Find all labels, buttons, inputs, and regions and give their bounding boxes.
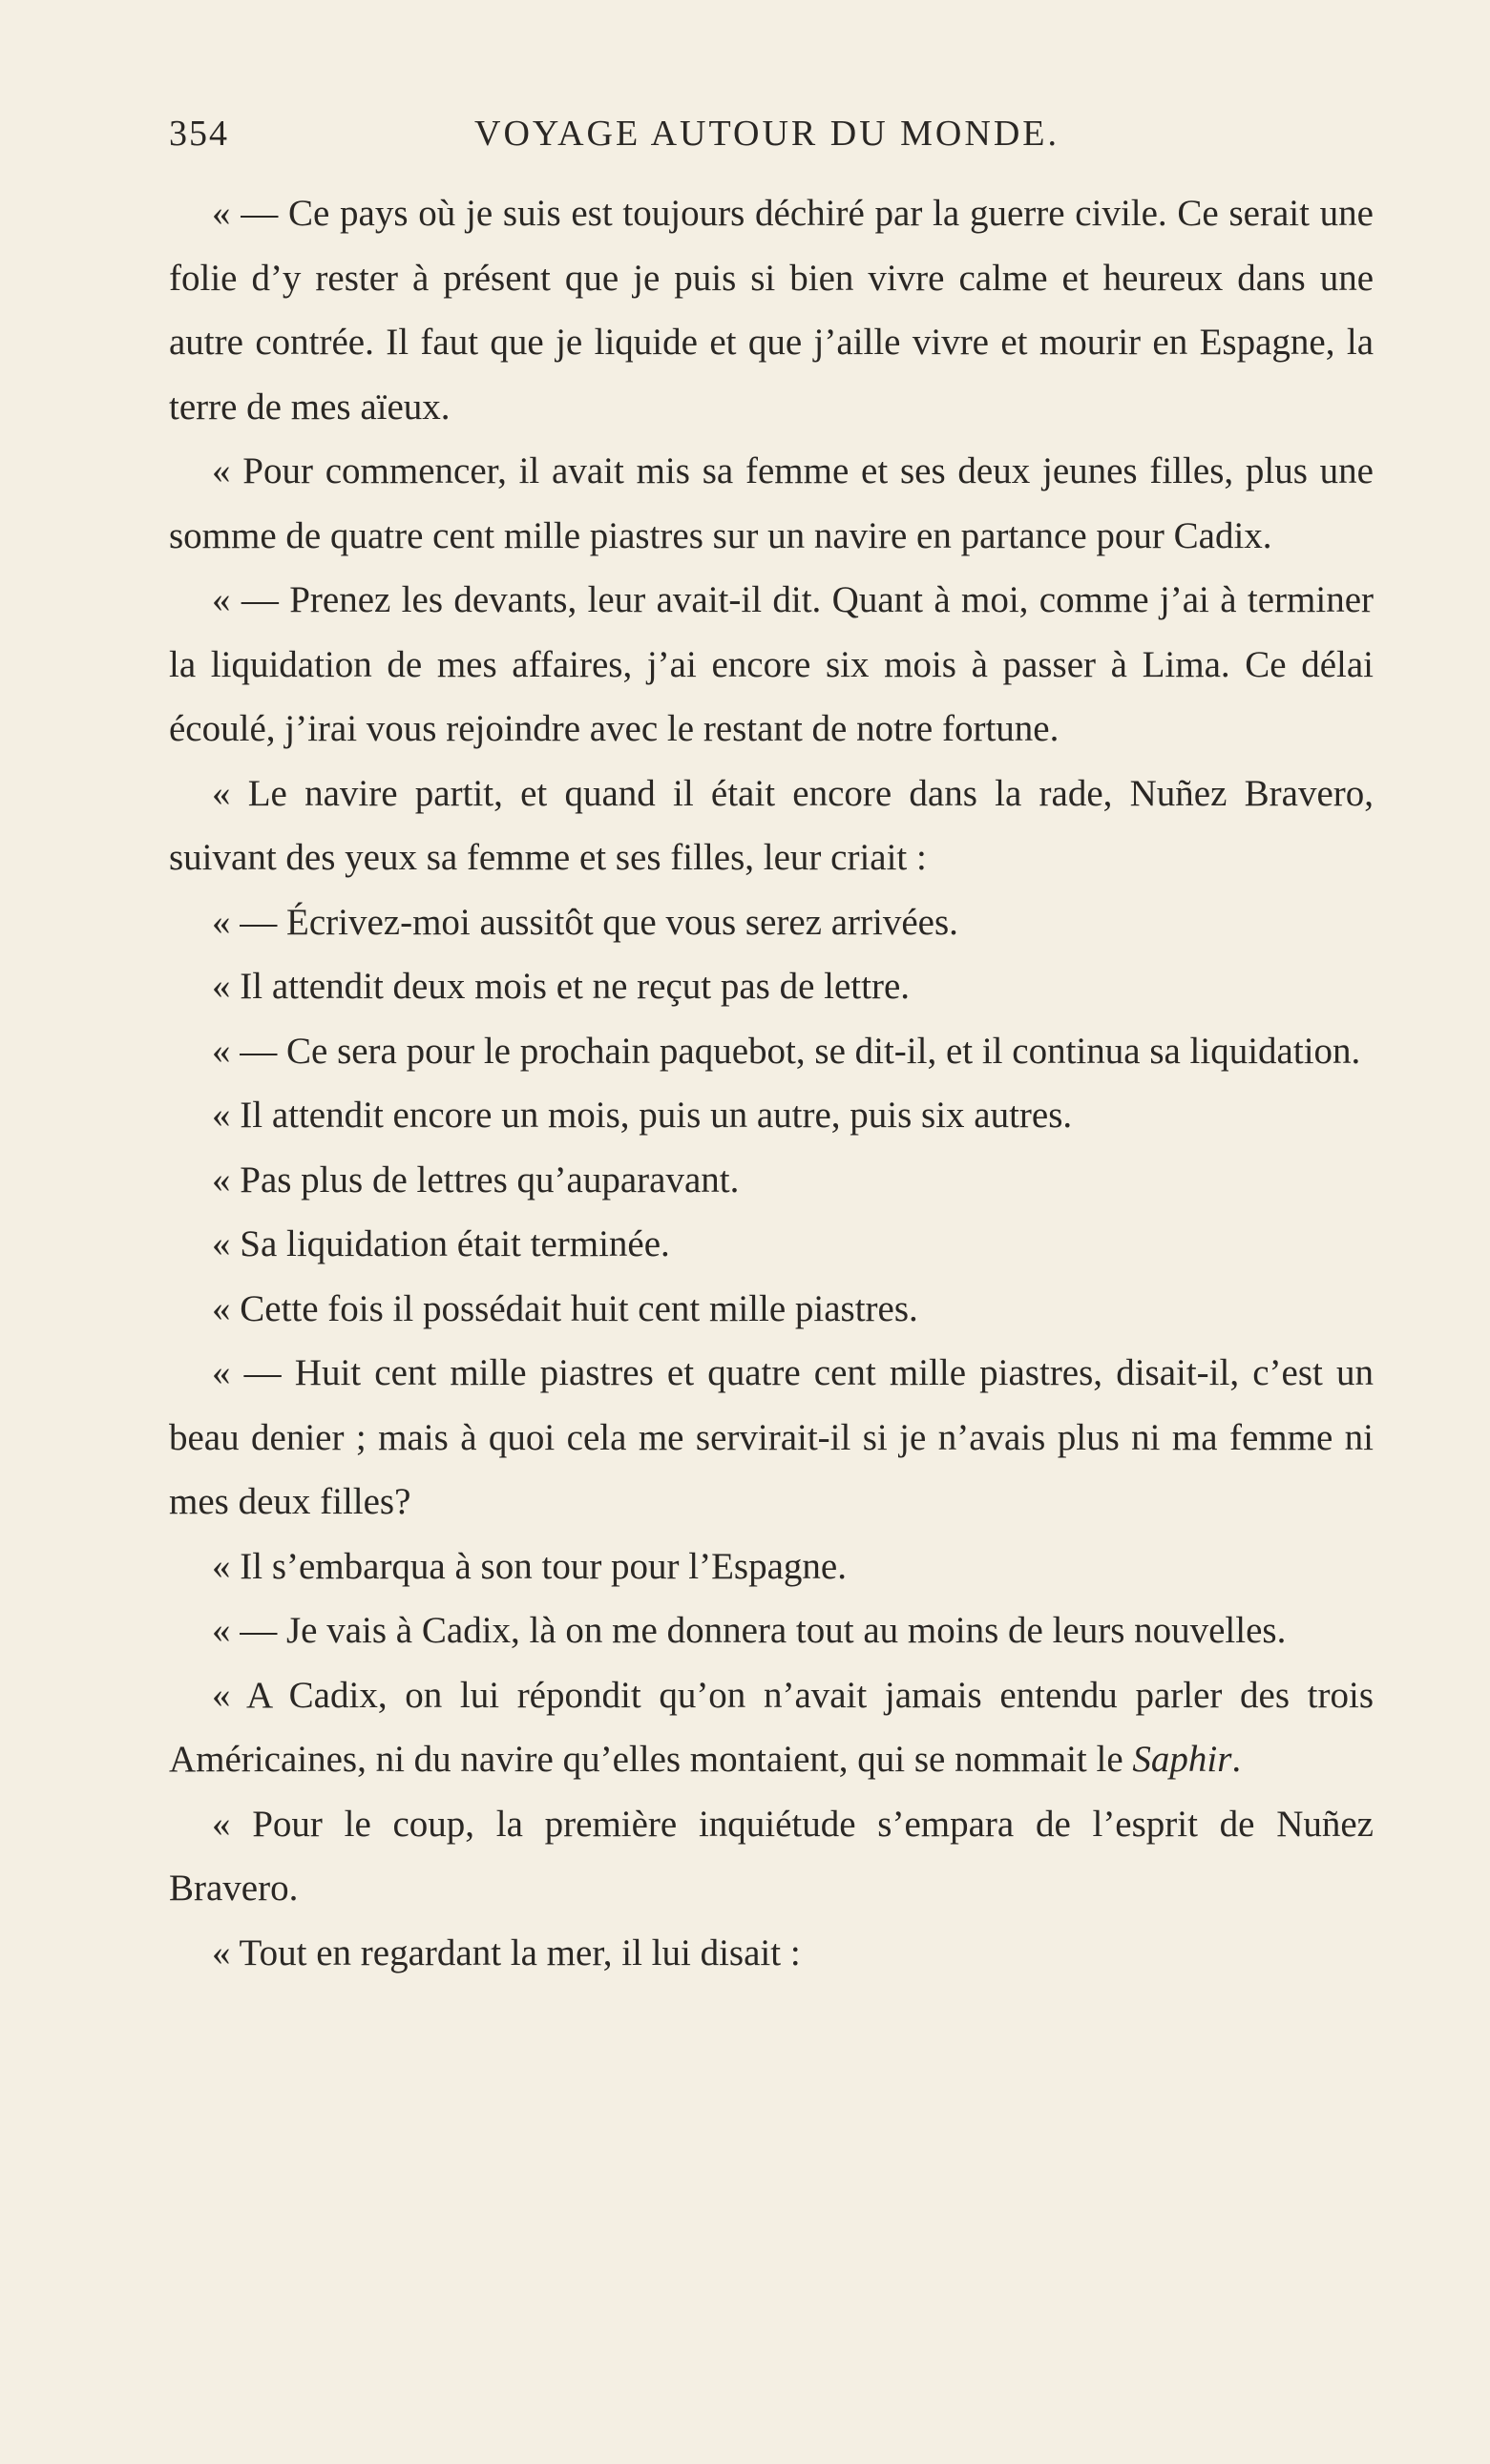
paragraph: « — Prenez les devants, leur avait-il dit. Quant à moi, comme j’ai à terminer la liquidation de mes affaires, j’ai encore six mois à passer à Lima. Ce délai écoulé, j’irai vous rejoindre avec le restant de notre fortune. <box>169 579 1374 749</box>
paragraph: « Tout en regardant la mer, il lui disait : <box>212 1932 801 1973</box>
running-title: VOYAGE AUTOUR DU MONDE. <box>474 114 1060 154</box>
paragraph: « Il s’embarqua à son tour pour l’Espagne. <box>212 1545 847 1587</box>
paragraph: « Il attendit encore un mois, puis un autre, puis six autres. <box>212 1095 1073 1136</box>
paragraph: « Cette fois il possédait huit cent mille piastres. <box>212 1287 918 1329</box>
paragraph: « Pas plus de lettres qu’auparavant. <box>212 1159 740 1201</box>
paragraph-text: . <box>1231 1739 1242 1780</box>
paragraph: « — Ce sera pour le prochain paquebot, se dit-il, et il continua sa liquidation. <box>212 1030 1361 1072</box>
paragraph-text: « A Cadix, on lui répondit qu’on n’avait jamais entendu parler des trois Américaines, ni du navire qu’elles montaient, qui se nommait le <box>169 1674 1374 1780</box>
paragraph: « — Je vais à Cadix, là on me donnera tout au moins de leurs nouvelles. <box>212 1610 1287 1651</box>
paragraph: « Le navire partit, et quand il était encore dans la rade, Nuñez Bravero, suivant des yeux sa femme et ses filles, leur criait : <box>169 772 1374 878</box>
paragraph <box>169 1663 1374 1792</box>
page-header <box>169 113 1374 170</box>
body-text <box>169 181 1374 1985</box>
ship-name: Saphir <box>1132 1739 1232 1780</box>
paragraph: « Il attendit deux mois et ne reçut pas de lettre. <box>212 966 911 1007</box>
page-number: 354 <box>169 114 229 154</box>
paragraph: « Pour le coup, la première inquiétude s’empara de l’esprit de Nuñez Bravero. <box>169 1803 1374 1909</box>
paragraph: « — Huit cent mille piastres et quatre cent mille piastres, disait-il, c’est un beau denier ; mais à quoi cela me servirait-il si je n’avais plus ni ma femme ni mes deux filles? <box>169 1352 1374 1522</box>
paragraph: « Pour commencer, il avait mis sa femme et ses deux jeunes filles, plus une somme de quatre cent mille piastres sur un navire en partance pour Cadix. <box>169 450 1374 556</box>
paragraph: « — Écrivez-moi aussitôt que vous serez arrivées. <box>212 901 958 943</box>
paragraph: « — Ce pays où je suis est toujours déchiré par la guerre civile. Ce serait une folie d’y rester à présent que je puis si bien vivre calme et heureux dans une autre contrée. Il faut que je liquide et que j’aille vivre et mourir en Espagne, la terre de mes aïeux. <box>169 193 1374 428</box>
paragraph: « Sa liquidation était terminée. <box>212 1223 670 1264</box>
